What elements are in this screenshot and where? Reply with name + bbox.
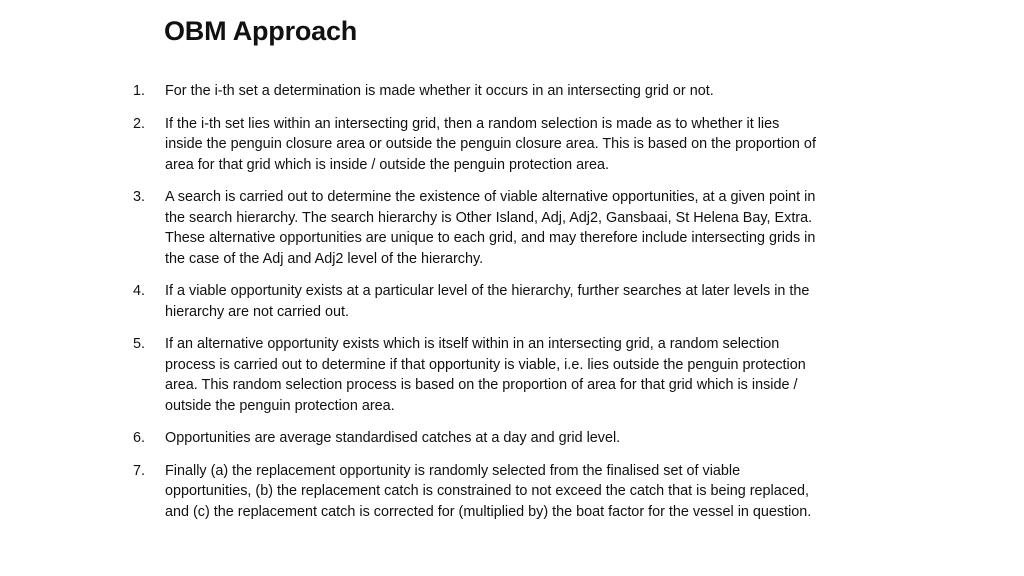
list-item-text: Opportunities are average standardised catches at a day and grid level. <box>165 430 621 446</box>
list-item-text: If the i-th set lies within an intersecting grid, then a random selection is made as to whether it lies inside the penguin closure area or outside the penguin closure area. This is based on the proportion of area for that grid which is inside / outside the penguin protection area. <box>165 115 816 173</box>
list-item <box>133 461 893 523</box>
slide-title: OBM Approach <box>164 16 358 46</box>
list-item-number: 2. <box>133 115 146 132</box>
list-item-number: 6. <box>133 430 146 446</box>
list-item <box>133 81 893 102</box>
list-item-text: If a viable opportunity exists at a particular level of the hierarchy, further searches at later levels in the hierarchy are not carried out. <box>165 283 810 320</box>
list-item-number: 5. <box>133 336 146 352</box>
list-item-number: 1. <box>133 83 146 99</box>
numbered-list <box>133 81 893 534</box>
list-item <box>133 428 893 449</box>
list-item-number: 3. <box>133 189 146 205</box>
list-item-text: If an alternative opportunity exists which is itself within in an intersecting grid, a random selection process is carried out to determine if that opportunity is viable, i.e. lies outside the penguin protection area. This random selection process is based on the proportion of area for that grid which is inside / outside the penguin protection area. <box>165 336 806 414</box>
list-item-text: A search is carried out to determine the existence of viable alternative opportunities, at a given point in the search hierarchy. The search hierarchy is Other Island, Adj, Adj2, Gansbaai, St Helena Bay, Extra. These alternative opportunities are unique to each grid, and may therefore include intersecting grids in the case of the Adj and Adj2 level of the hierarchy. <box>165 189 816 267</box>
list-item-text: Finally (a) the replacement opportunity is randomly selected from the finalised set of viable opportunities, (b) the replacement catch is constrained to not exceed the catch that is being replaced, and (c) the replacement catch is corrected for (multiplied by) the boat factor for the vessel in question. <box>165 462 812 520</box>
list-item <box>133 114 893 176</box>
list-item <box>133 334 893 416</box>
list-item-text: For the i-th set a determination is made whether it occurs in an intersecting grid or not. <box>165 83 714 99</box>
list-item <box>133 281 893 322</box>
list-item-number: 7. <box>133 462 146 479</box>
list-item-number: 4. <box>133 283 146 299</box>
list-item <box>133 187 893 269</box>
